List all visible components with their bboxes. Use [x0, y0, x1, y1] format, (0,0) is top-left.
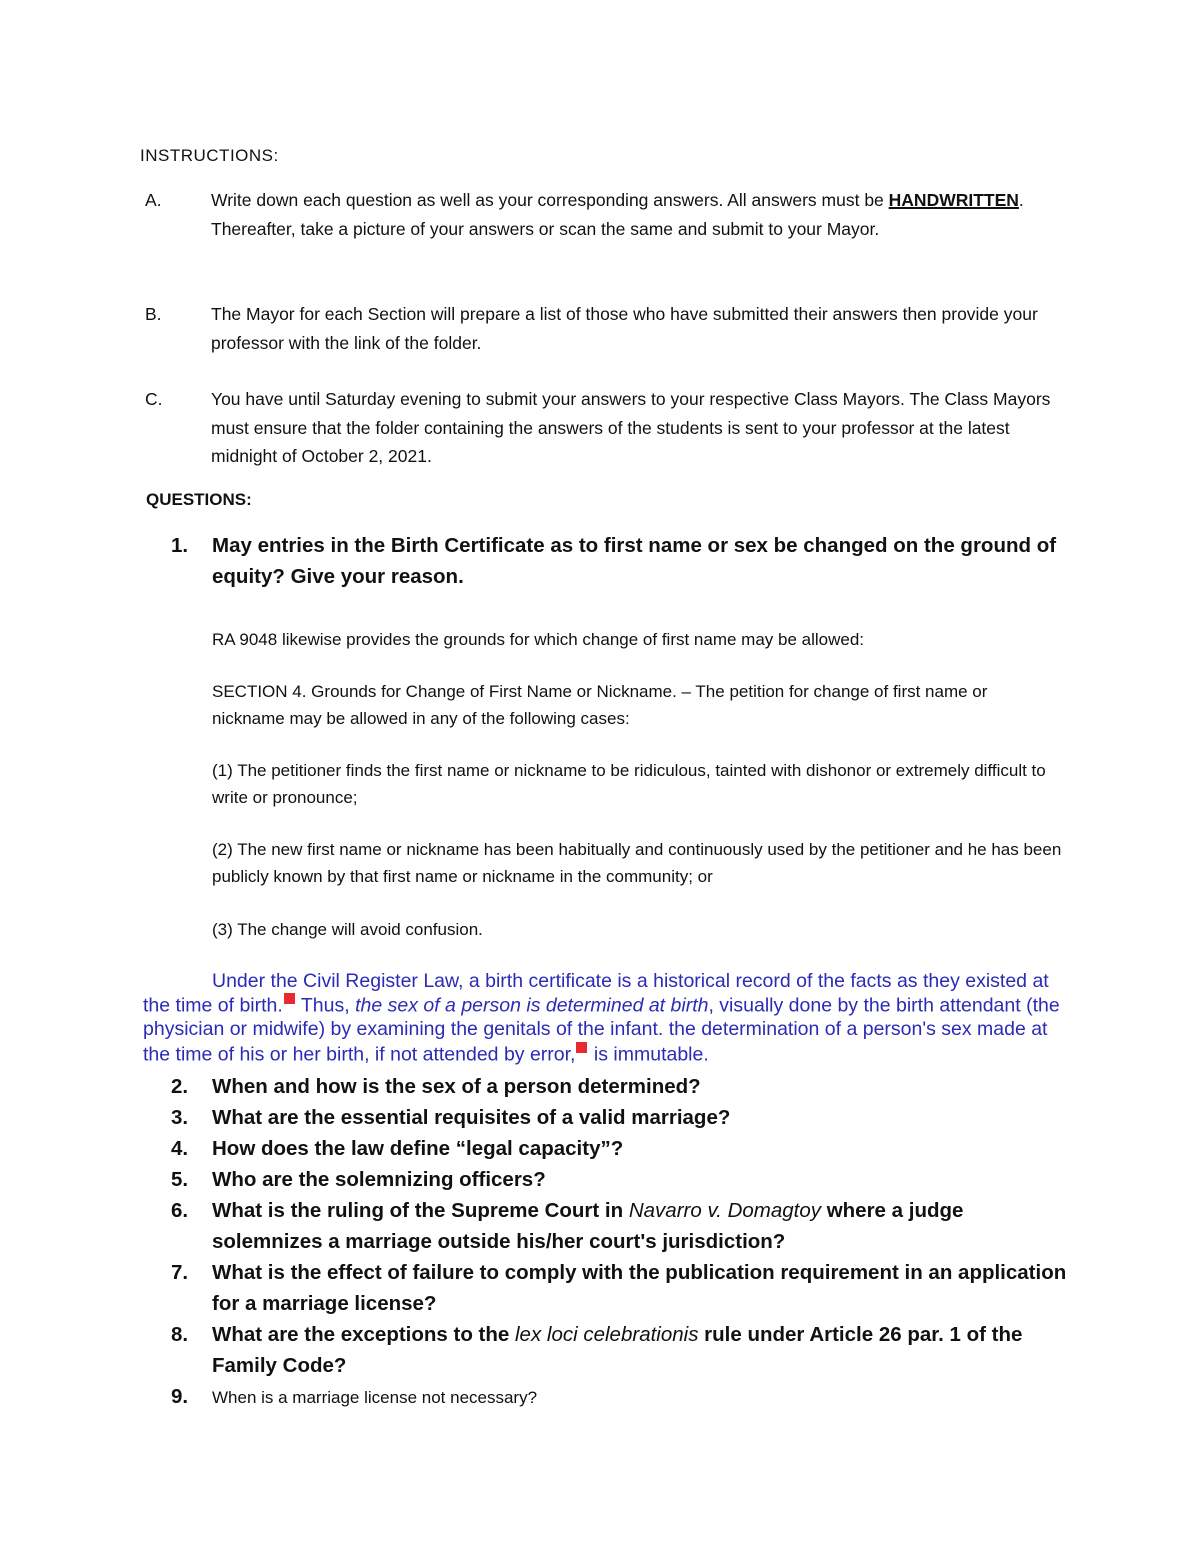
instruction-c: C. You have until Saturday evening to submit your answers to your respective Class Mayors. The Class Mayors must ensure that the folder containing the answers of the students is sent to your professor at the latest midnight of October 2, 2021. — [145, 385, 1065, 471]
footnote-marker-icon[interactable] — [576, 1042, 587, 1053]
question-7: 7. What is the effect of failure to comply with the publication requirement in an application for a marriage license? — [171, 1261, 1067, 1315]
answer-civil-register-paragraph: Under the Civil Register Law, a birth certificate is a historical record of the facts as they existed at the time of birth. Thus, the sex of a person is determined at birth, visually done by the birth attendant (the physician or midwife) by examining the genitals of the infant. the determination of a person's sex made at the time of his or her birth, if not attended by error, is immutable. — [143, 969, 1060, 1065]
question-4: 4. How does the law define “legal capacity”? — [171, 1137, 624, 1160]
instruction-b: B. The Mayor for each Section will prepare a list of those who have submitted their answers then provide your professor with the link of the folder. — [145, 300, 1065, 357]
instruction-letter: A. — [145, 190, 162, 210]
question-1: 1. May entries in the Birth Certificate as to first name or sex be changed on the ground of equity? Give your reason. — [171, 534, 1057, 588]
answer-intro: RA 9048 likewise provides the grounds for which change of first name may be allowed: — [212, 630, 865, 649]
instruction-letter: B. — [145, 304, 162, 324]
questions-heading: QUESTIONS: — [146, 490, 252, 509]
footnote-marker-icon[interactable] — [284, 993, 295, 1004]
answer-case-1: (1) The petitioner finds the first name or nickname to be ridiculous, tainted with dishonor or extremely difficult to write or pronounce; — [212, 761, 1046, 807]
answer-section-4: SECTION 4. Grounds for Change of First Name or Nickname. – The petition for change of first name or nickname may be allowed in any of the following cases: — [212, 682, 988, 728]
instructions-heading: INSTRUCTIONS: — [140, 146, 279, 165]
question-5: 5. Who are the solemnizing officers? — [171, 1168, 546, 1191]
instruction-a: A. Write down each question as well as your corresponding answers. All answers must be HANDWRITTEN. Thereafter, take a picture of your answers or scan the same and submit to your Mayor. — [145, 186, 1065, 243]
question-9: 9. When is a marriage license not necessary? — [171, 1385, 538, 1408]
answer-case-2: (2) The new first name or nickname has been habitually and continuously used by the petitioner and he has been publicly known by that first name or nickname in the community; or — [212, 840, 1062, 886]
question-6: 6. What is the ruling of the Supreme Court in Navarro v. Domagtoy where a judge solemnizes a marriage outside his/her court's jurisdiction? — [171, 1199, 964, 1253]
question-8: 8. What are the exceptions to the lex loci celebrationis rule under Article 26 par. 1 of the Family Code? — [171, 1323, 1023, 1377]
question-2: 2. When and how is the sex of a person determined? — [171, 1075, 701, 1098]
handwritten-emphasis: HANDWRITTEN — [888, 190, 1019, 210]
answer-case-3: (3) The change will avoid confusion. — [212, 920, 483, 939]
question-3: 3. What are the essential requisites of a valid marriage? — [171, 1106, 731, 1129]
instruction-letter: C. — [145, 389, 163, 409]
